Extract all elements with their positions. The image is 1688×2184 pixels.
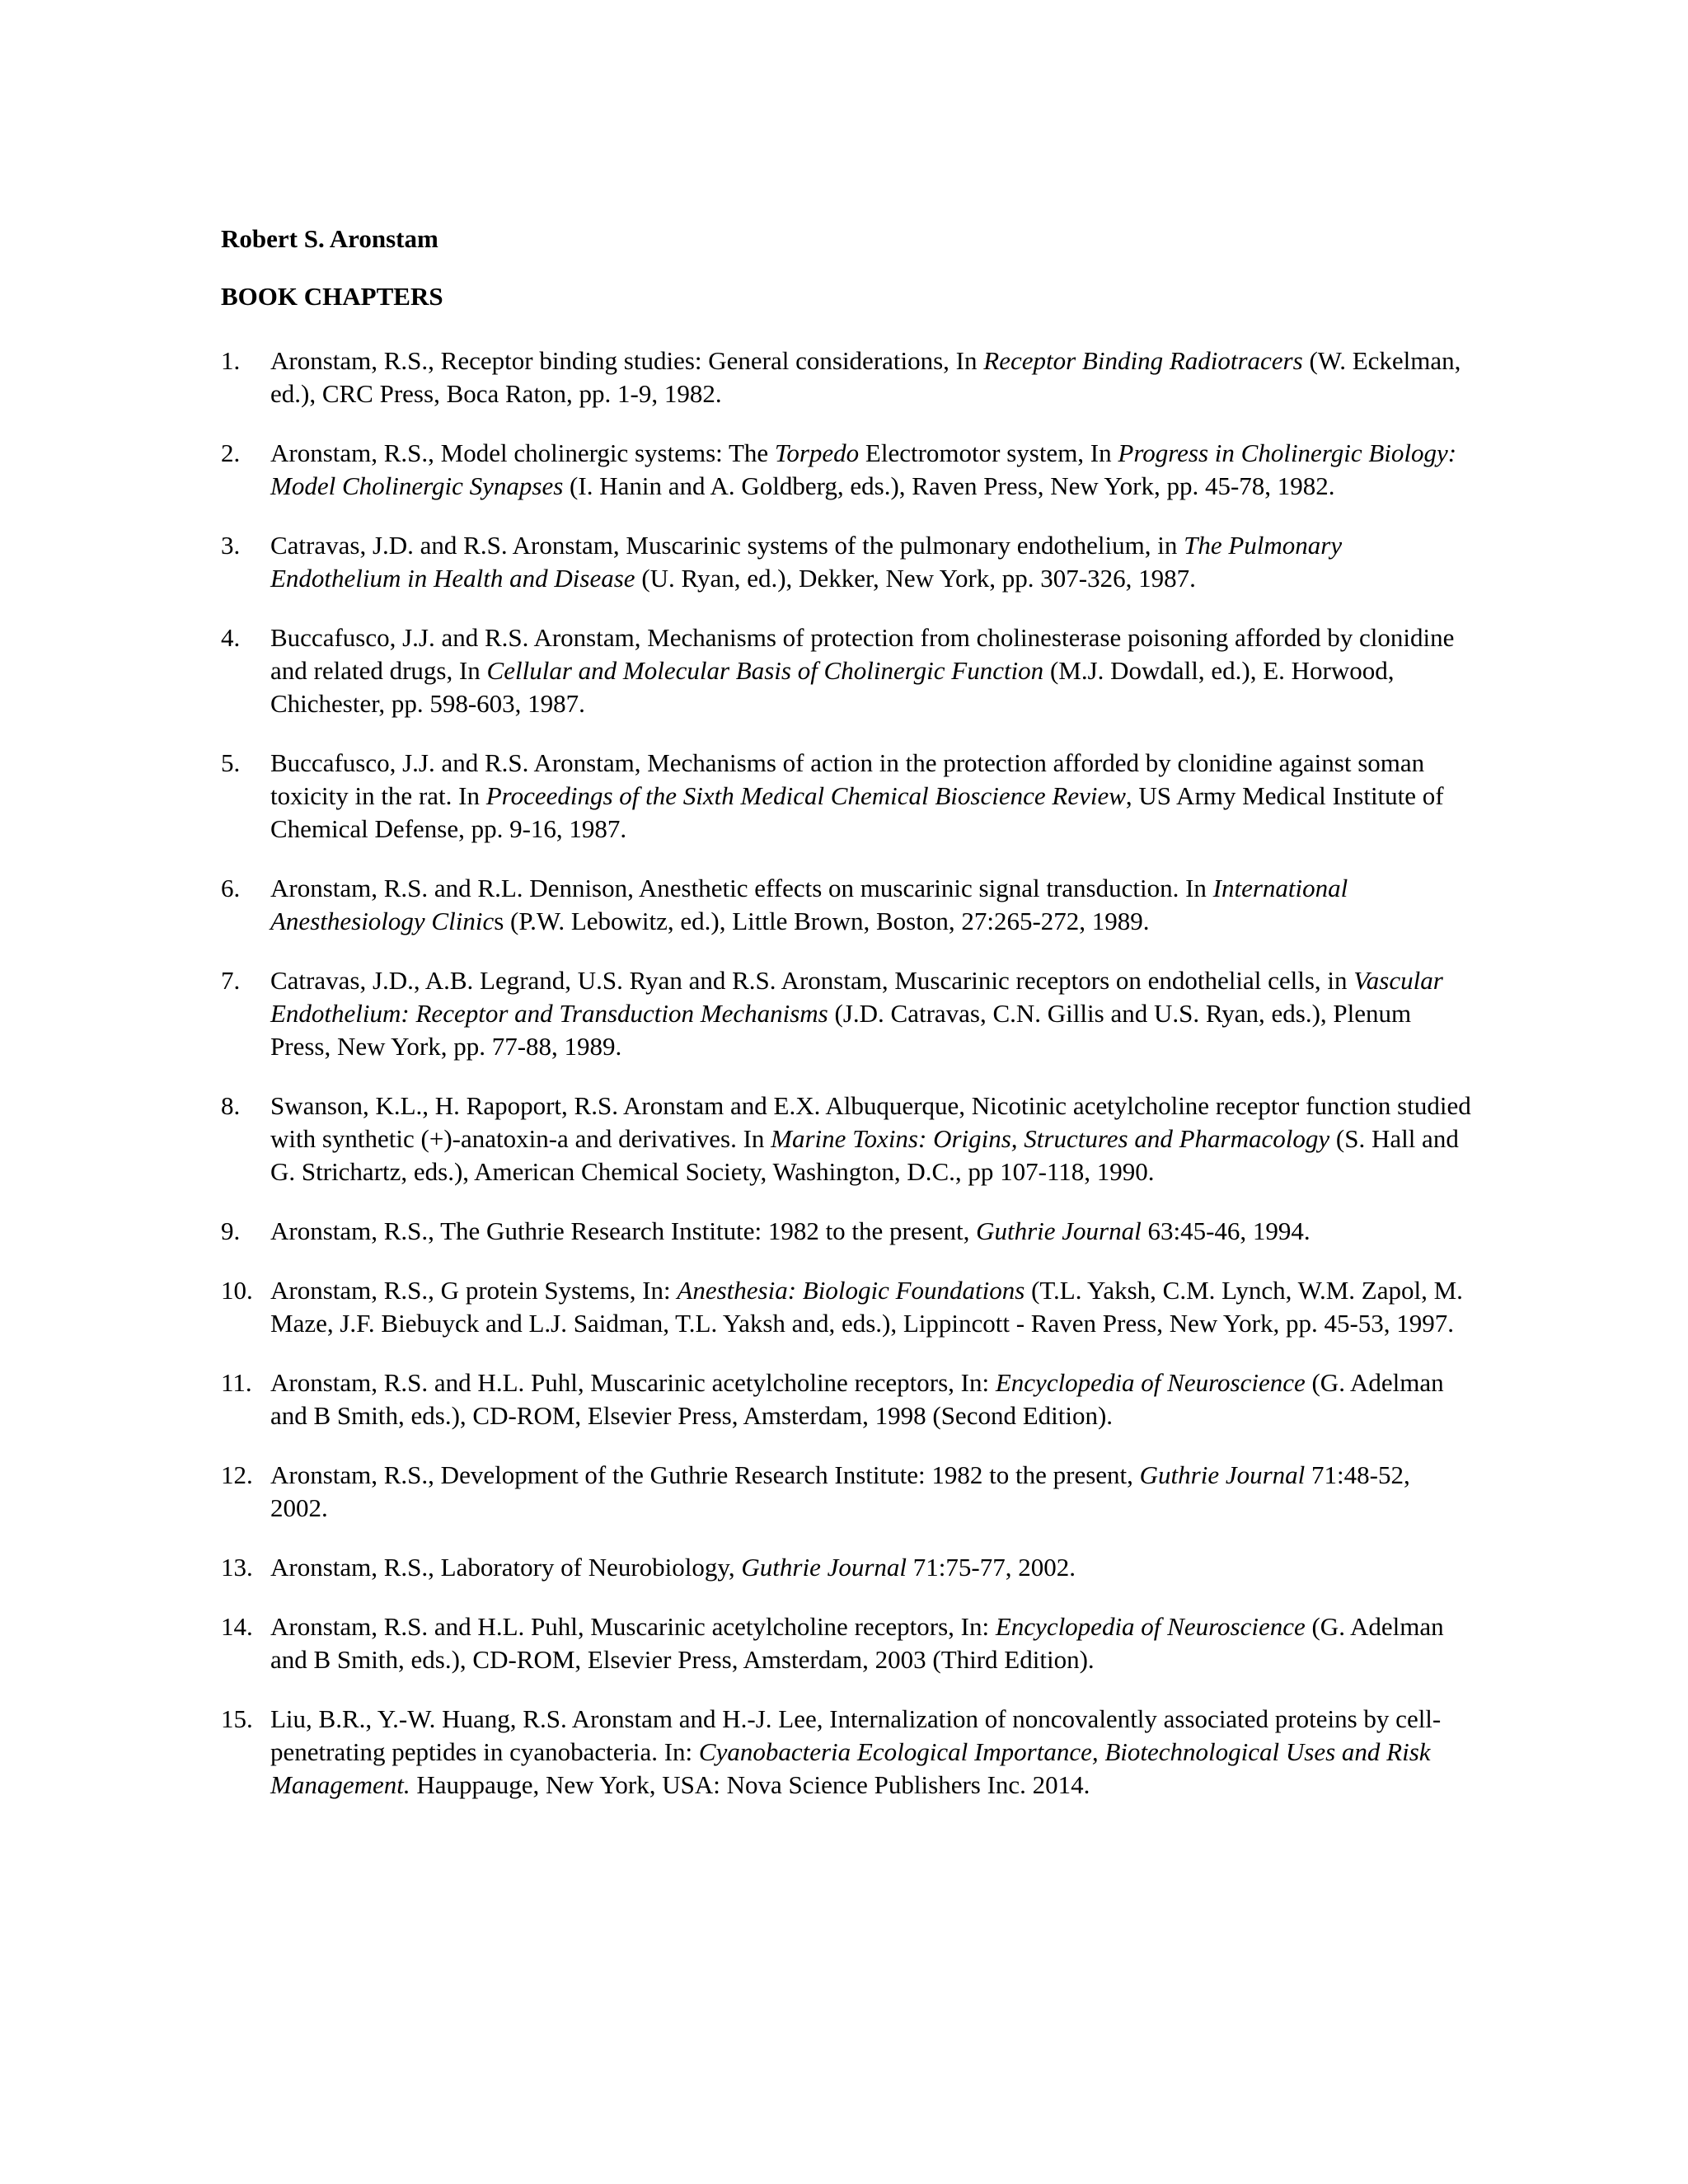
list-item xyxy=(221,1366,1474,1432)
entry-text: Aronstam, R.S., Model cholinergic systems: The xyxy=(270,438,775,467)
entry-title: Guthrie Journal xyxy=(976,1216,1142,1245)
entry-text: Aronstam, R.S. and R.L. Dennison, Anesthetic effects on muscarinic signal transduction. In xyxy=(270,874,1213,902)
entry-text: (J.D. Catravas, C.N. Gillis and U.S. Ryan, eds.), Plenum Press, New York, pp. 77-88, 1989. xyxy=(270,999,1412,1061)
list-item xyxy=(221,1090,1474,1188)
list-item xyxy=(221,1610,1474,1676)
list-item xyxy=(221,529,1474,595)
entry-text: (S. Hall and G. Strichartz, eds.), American Chemical Society, Washington, D.C., pp 107-118, 1990. xyxy=(270,1124,1459,1186)
entry-title: Encyclopedia of Neuroscience xyxy=(995,1612,1306,1641)
entry-number: 3. xyxy=(221,531,241,560)
entry-number: 1. xyxy=(221,346,241,375)
entry-number: 9. xyxy=(221,1216,241,1245)
entry-title: Marine Toxins: Origins, Structures and Pharmacology xyxy=(771,1124,1330,1153)
entry-text: Swanson, K.L., H. Rapoport, R.S. Aronstam and E.X. Albuquerque, Nicotinic acetylcholine receptor function studied with synthetic (+)-anatoxin-a and derivatives. In xyxy=(270,1091,1471,1153)
list-item xyxy=(221,1274,1474,1340)
entry-title: The Pulmonary Endothelium in Health and Disease xyxy=(270,531,1343,593)
entry-title: Guthrie Journal xyxy=(741,1553,907,1582)
entry-number: 5. xyxy=(221,748,241,777)
list-item xyxy=(221,964,1474,1063)
entry-text: Aronstam, R.S., Development of the Guthrie Research Institute: 1982 to the present, xyxy=(270,1460,1140,1489)
entry-text: , US Army Medical Institute of Chemical Defense, pp. 9-16, 1987. xyxy=(270,781,1444,843)
entry-text: Catravas, J.D., A.B. Legrand, U.S. Ryan and R.S. Aronstam, Muscarinic receptors on endothelial cells, in xyxy=(270,966,1354,995)
entry-text: Hauppauge, New York, USA: Nova Science Publishers Inc. 2014. xyxy=(410,1770,1090,1799)
entry-text: Aronstam, R.S., The Guthrie Research Institute: 1982 to the present, xyxy=(270,1216,977,1245)
entry-title: Anesthesia: Biologic Foundations xyxy=(677,1276,1025,1305)
entry-text: (I. Hanin and A. Goldberg, eds.), Raven Press, New York, pp. 45-78, 1982. xyxy=(563,471,1335,500)
entry-number: 6. xyxy=(221,874,241,902)
list-item xyxy=(221,1551,1474,1584)
entry-text: Aronstam, R.S. and H.L. Puhl, Muscarinic acetylcholine receptors, In: xyxy=(270,1612,996,1641)
list-item xyxy=(221,1703,1474,1802)
entry-number: 10. xyxy=(221,1276,253,1305)
section-title: BOOK CHAPTERS xyxy=(221,282,443,311)
entry-title: Cellular and Molecular Basis of Cholinergic Function xyxy=(486,656,1044,685)
list-item xyxy=(221,437,1474,503)
entry-text: (U. Ryan, ed.), Dekker, New York, pp. 307-326, 1987. xyxy=(635,564,1196,593)
entry-number: 2. xyxy=(221,438,241,467)
entry-text: Buccafusco, J.J. and R.S. Aronstam, Mechanisms of protection from cholinesterase poisoning afforded by clonidine and related drugs, In xyxy=(270,623,1455,685)
entry-text: 71:48-52, 2002. xyxy=(270,1460,1410,1522)
entry-title: Vascular Endothelium: Receptor and Transduction Mechanisms xyxy=(270,966,1443,1028)
list-item xyxy=(221,1459,1474,1525)
entry-number: 7. xyxy=(221,966,241,995)
entry-text: Aronstam, R.S., Receptor binding studies: General considerations, In xyxy=(270,346,984,375)
entry-title: Proceedings of the Sixth Medical Chemical Bioscience Review xyxy=(485,781,1126,810)
entry-text: 71:75-77, 2002. xyxy=(907,1553,1076,1582)
entry-number: 11. xyxy=(221,1368,252,1397)
entry-number: 12. xyxy=(221,1460,253,1489)
list-item xyxy=(221,621,1474,720)
entry-text: s (P.W. Lebowitz, ed.), Little Brown, Boston, 27:265-272, 1989. xyxy=(494,907,1150,935)
entry-text: Aronstam, R.S., Laboratory of Neurobiology, xyxy=(270,1553,742,1582)
entry-text: Aronstam, R.S. and H.L. Puhl, Muscarinic acetylcholine receptors, In: xyxy=(270,1368,996,1397)
entry-title: Receptor Binding Radiotracers xyxy=(983,346,1303,375)
entry-text: Electromotor system, In xyxy=(859,438,1118,467)
list-item xyxy=(221,344,1474,410)
entry-title: International Anesthesiology Clinic xyxy=(270,874,1348,935)
entry-title: Progress in Cholinergic Biology: Model Cholinergic Synapses xyxy=(270,438,1457,500)
author-name: Robert S. Aronstam xyxy=(221,224,438,253)
entry-text: (W. Eckelman, ed.), CRC Press, Boca Raton, pp. 1-9, 1982. xyxy=(270,346,1461,408)
list-item xyxy=(221,872,1474,938)
entry-text: Aronstam, R.S., G protein Systems, In: xyxy=(270,1276,678,1305)
entry-text: (G. Adelman and B Smith, eds.), CD-ROM, Elsevier Press, Amsterdam, 2003 (Third Edition). xyxy=(270,1612,1444,1674)
list-item xyxy=(221,1215,1474,1248)
entry-title: Encyclopedia of Neuroscience xyxy=(995,1368,1306,1397)
entry-text: Catravas, J.D. and R.S. Aronstam, Muscarinic systems of the pulmonary endothelium, in xyxy=(270,531,1184,560)
entry-text: (G. Adelman and B Smith, eds.), CD-ROM, Elsevier Press, Amsterdam, 1998 (Second Edition). xyxy=(270,1368,1444,1430)
entry-text: 63:45-46, 1994. xyxy=(1141,1216,1311,1245)
entry-number: 13. xyxy=(221,1553,253,1582)
list-item xyxy=(221,747,1474,846)
entry-number: 8. xyxy=(221,1091,241,1120)
entry-title: Cyanobacteria Ecological Importance, Biotechnological Uses and Risk Management. xyxy=(270,1737,1431,1799)
book-chapter-list xyxy=(221,344,1474,1828)
entry-text: (M.J. Dowdall, ed.), E. Horwood, Chichester, pp. 598-603, 1987. xyxy=(270,656,1395,718)
entry-number: 15. xyxy=(221,1704,253,1733)
entry-number: 4. xyxy=(221,623,241,652)
entry-title: Guthrie Journal xyxy=(1139,1460,1306,1489)
entry-number: 14. xyxy=(221,1612,253,1641)
entry-title: Torpedo xyxy=(774,438,860,467)
entry-text: Buccafusco, J.J. and R.S. Aronstam, Mechanisms of action in the protection afforded by clonidine against soman toxicity in the rat. In xyxy=(270,748,1425,810)
entry-text: (T.L. Yaksh, C.M. Lynch, W.M. Zapol, M. Maze, J.F. Biebuyck and L.J. Saidman, T.L. Yaksh and, eds.), Lippincott - Raven Press, New York, pp. 45-53, 1997. xyxy=(270,1276,1463,1338)
entry-text: Liu, B.R., Y.-W. Huang, R.S. Aronstam and H.-J. Lee, Internalization of noncovalently associated proteins by cell-penetrating peptides in cyanobacteria. In: xyxy=(270,1704,1442,1766)
